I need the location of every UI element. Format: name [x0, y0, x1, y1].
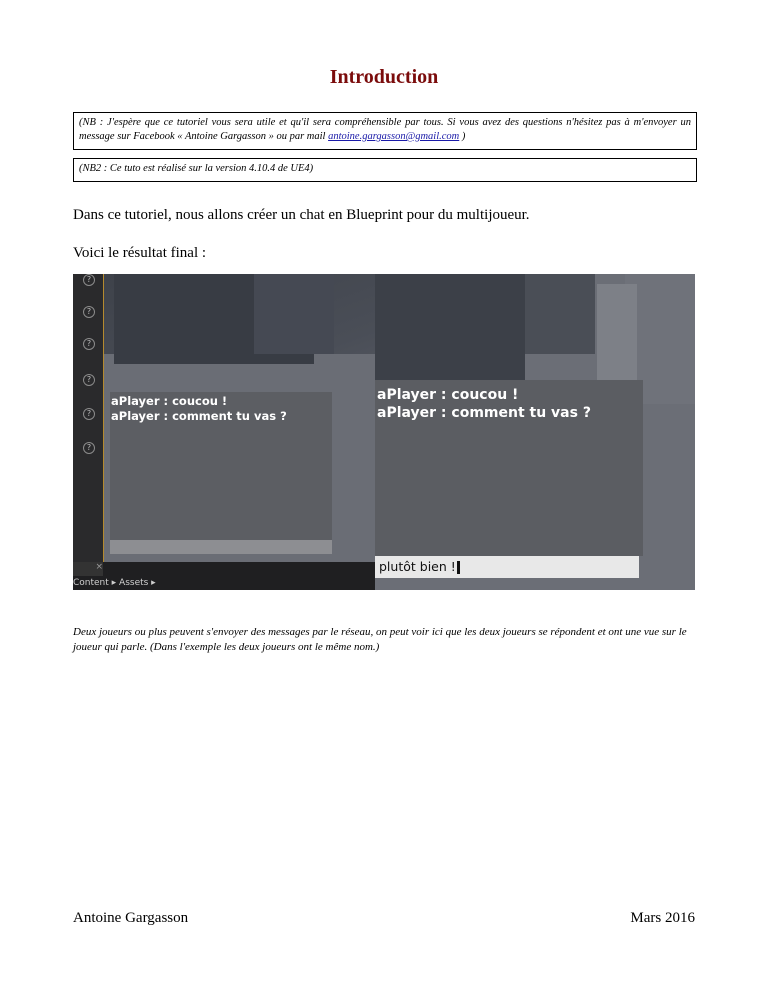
wall — [254, 274, 334, 354]
wall — [525, 274, 595, 354]
content-browser-bar — [73, 562, 375, 590]
note-1-end: ) — [459, 131, 466, 142]
help-icon: ? — [83, 274, 95, 286]
pillar — [597, 284, 637, 384]
chat-line: aPlayer : coucou ! — [377, 387, 519, 403]
note-2-text: (NB2 : Ce tuto est réalisé sur la version 4.10.4 de UE4) — [79, 163, 314, 174]
footer-date: Mars 2016 — [630, 910, 695, 926]
wall — [375, 274, 525, 384]
help-icon: ? — [83, 374, 95, 386]
note-box-2 — [73, 158, 697, 182]
close-tab-icon: × — [73, 562, 103, 576]
help-icon: ? — [83, 408, 95, 420]
help-icon: ? — [83, 442, 95, 454]
footer-author: Antoine Gargasson — [73, 910, 189, 926]
breadcrumb: Content ▸ Assets ▸ — [73, 578, 156, 588]
help-icon: ? — [83, 306, 95, 318]
note-1-text: (NB : J'espère que ce tutoriel vous sera utile et qu'il sera compréhensible par tous. Si vous avez des questions n'hésitez pas à m'envoyer un message sur Facebook « Antoine Gargasson » ou par mail — [79, 117, 691, 142]
result-screenshot — [73, 274, 695, 590]
chat-line: aPlayer : comment tu vas ? — [377, 405, 591, 421]
chat-input-text — [379, 559, 460, 574]
chat-line: aPlayer : comment tu vas ? — [111, 409, 287, 423]
page-title: Introduction — [329, 66, 439, 88]
note-box-1 — [73, 112, 697, 150]
help-icon: ? — [83, 338, 95, 350]
chat-messages-right — [377, 386, 591, 422]
result-label: Voici le résultat final : — [73, 245, 207, 261]
player2-viewport — [375, 274, 695, 590]
intro-paragraph: Dans ce tutoriel, nous allons créer un chat en Blueprint pour du multijoueur. — [73, 207, 530, 223]
chat-messages-left — [111, 394, 287, 424]
chat-line: aPlayer : coucou ! — [111, 394, 228, 408]
text-caret — [457, 561, 460, 574]
input-value: plutôt bien ! — [379, 559, 456, 574]
editor-side-strip — [73, 274, 103, 564]
email-link[interactable]: antoine.gargasson@gmail.com — [328, 131, 460, 142]
figure-caption: Deux joueurs ou plus peuvent s'envoyer des messages par le réseau, on peut voir ici que les deux joueurs se répondent et ont une vue sur le joueur qui parle. (Dans l'exemple les deux joueurs ont le même nom.) — [73, 626, 687, 653]
chat-input-left — [110, 540, 332, 554]
